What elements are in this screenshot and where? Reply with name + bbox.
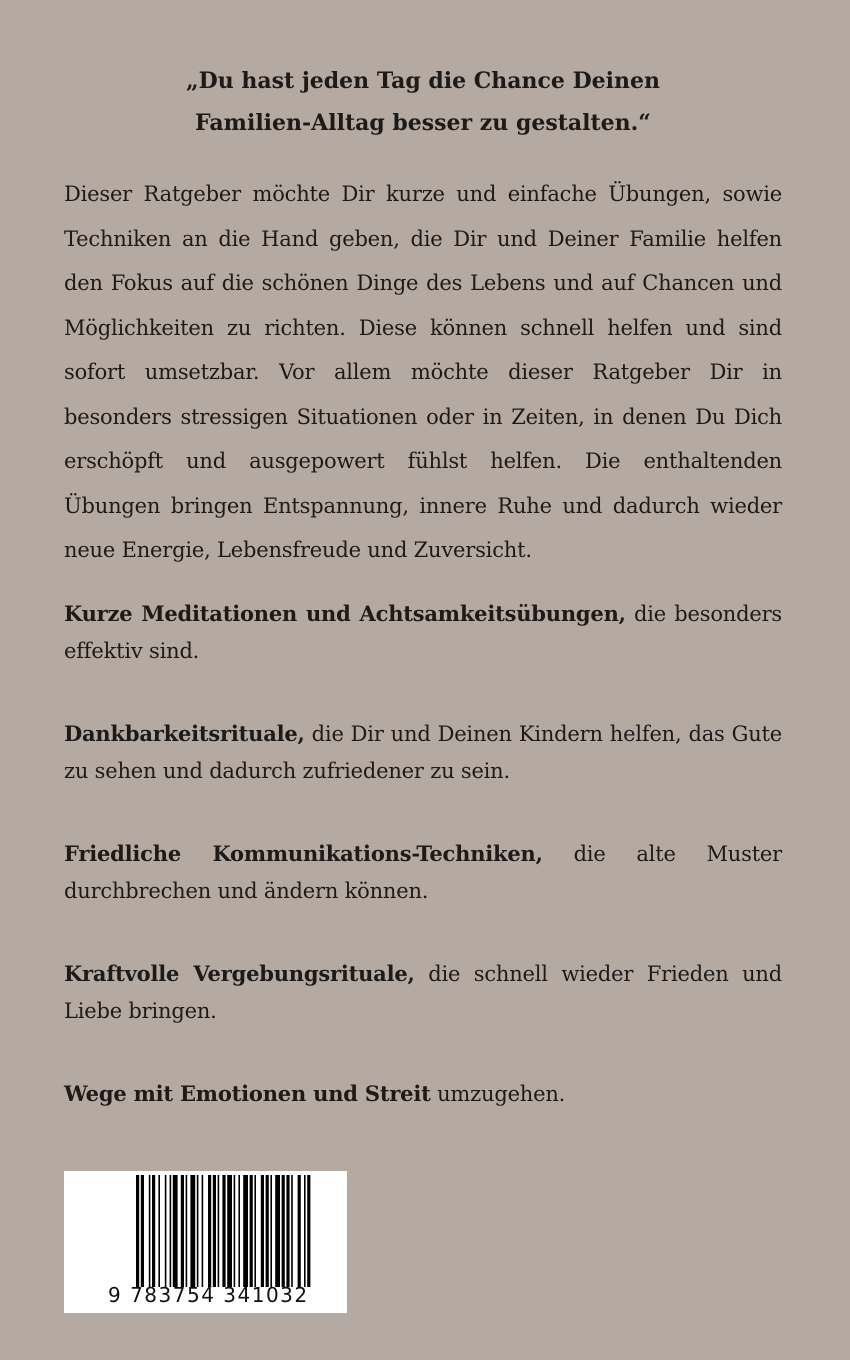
barcode-bars xyxy=(136,1175,340,1287)
feature-description: die Dir und Deinen Kindern helfen, das Gute zu sehen und dadurch zufriedener zu sein. xyxy=(64,721,782,783)
quote-line-2: Familien-Alltag besser zu gestalten.“ xyxy=(195,110,651,136)
feature-description: umzugehen. xyxy=(430,1081,566,1106)
feature-meditation xyxy=(64,595,782,670)
intro-paragraph: Dieser Ratgeber möchte Dir kurze und einfache Übungen, sowie Techniken an die Hand geben, die Dir und Deiner Familie helfen den Fokus auf die schönen Dinge des Lebens und auf Chancen und Möglichkeiten zu richten. Diese können schnell helfen und sind sofort umsetzbar. Vor allem möchte dieser Ratgeber Dir in besonders stressigen Situationen oder in Zeiten, in denen Du Dich erschöpft und ausgepowert fühlst helfen. Die enthaltenden Übungen bringen Entspannung, innere Ruhe und dadurch wieder neue Energie, Lebensfreude und Zuversicht. xyxy=(64,182,782,562)
feature-emotions xyxy=(64,1075,782,1113)
feature-title: Kurze Meditationen und Achtsamkeitsübungen, xyxy=(64,600,626,626)
feature-description: die alte Muster durchbrechen und ändern können. xyxy=(64,841,782,903)
feature-description: die schnell wieder Frieden und Liebe bringen. xyxy=(64,961,782,1023)
feature-gratitude xyxy=(64,715,782,790)
feature-title: Kraftvolle Vergebungsrituale, xyxy=(64,960,415,986)
isbn-number: 9 783754 341032 xyxy=(108,1283,309,1307)
feature-description: die besonders effektiv sind. xyxy=(64,601,782,663)
feature-communication xyxy=(64,835,782,910)
isbn-barcode xyxy=(64,1171,347,1313)
feature-title: Wege mit Emotionen und Streit xyxy=(64,1080,431,1106)
cover-quote xyxy=(64,60,782,144)
back-cover-text xyxy=(64,60,782,1158)
feature-title: Friedliche Kommunikations-Techniken, xyxy=(64,840,543,866)
feature-title: Dankbarkeitsrituale, xyxy=(64,720,305,746)
feature-forgiveness xyxy=(64,955,782,1030)
quote-line-1: „Du hast jeden Tag die Chance Deinen xyxy=(185,68,661,94)
